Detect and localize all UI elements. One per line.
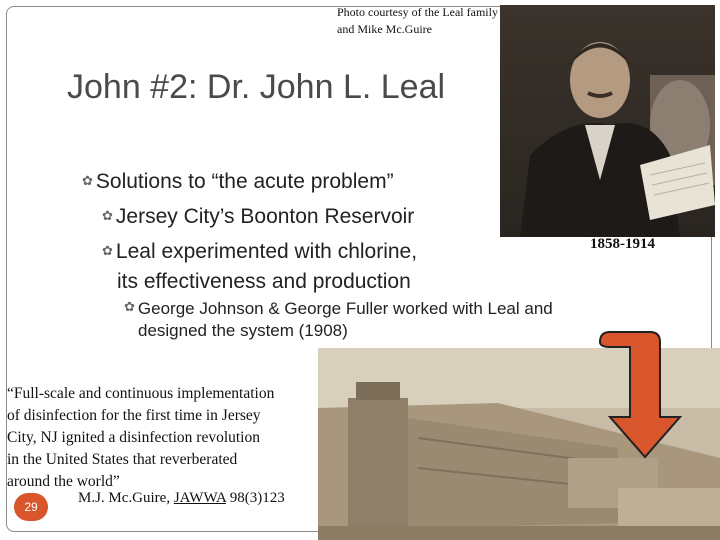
bullet-level3 (124, 296, 654, 342)
bullet-text: George Johnson & George Fuller worked with Leal and (137, 299, 553, 318)
portrait-photo (500, 5, 715, 237)
down-arrow-icon (590, 322, 700, 462)
slide-title: John #2: Dr. John L. Leal (67, 68, 446, 106)
slide-number-badge: 29 (14, 493, 48, 521)
citation-issue: 98(3)123 (229, 490, 285, 506)
bullet-text-continued: designed the system (1908) (138, 321, 348, 340)
photo-credit: Photo courtesy of the Leal family and Mike Mc.Guire (337, 5, 498, 36)
quote-line: around the world” (7, 473, 120, 490)
bullet-icon: ✿ (102, 208, 113, 223)
quote-line: of disinfection for the first time in Jersey (7, 407, 261, 424)
bullet-icon: ✿ (102, 243, 113, 258)
bullet-text: Jersey City’s Boonton Reservoir (115, 205, 415, 228)
bullet-icon: ✿ (124, 299, 135, 314)
bullet-level2 (102, 205, 414, 229)
citation-journal-link[interactable]: JAWWA (173, 490, 226, 506)
quote-line: in the United States that reverberated (7, 451, 238, 468)
citation-author: M.J. Mc.Guire, (78, 490, 171, 506)
quote-line: “Full-scale and continuous implementation (7, 385, 275, 402)
portrait-years-caption: 1858-1914 (590, 236, 655, 252)
bullet-text: Solutions to “the acute problem” (95, 170, 394, 193)
bullet-level1 (82, 170, 394, 194)
citation (78, 490, 285, 507)
quote-line: City, NJ ignited a disinfection revolution (7, 429, 260, 446)
bullet-icon: ✿ (82, 173, 93, 188)
bullet-level2 (102, 236, 482, 297)
quote-block (7, 383, 322, 493)
bullet-text: Leal experimented with chlorine, (115, 240, 418, 263)
bullet-text-continued: its effectiveness and production (117, 270, 411, 293)
